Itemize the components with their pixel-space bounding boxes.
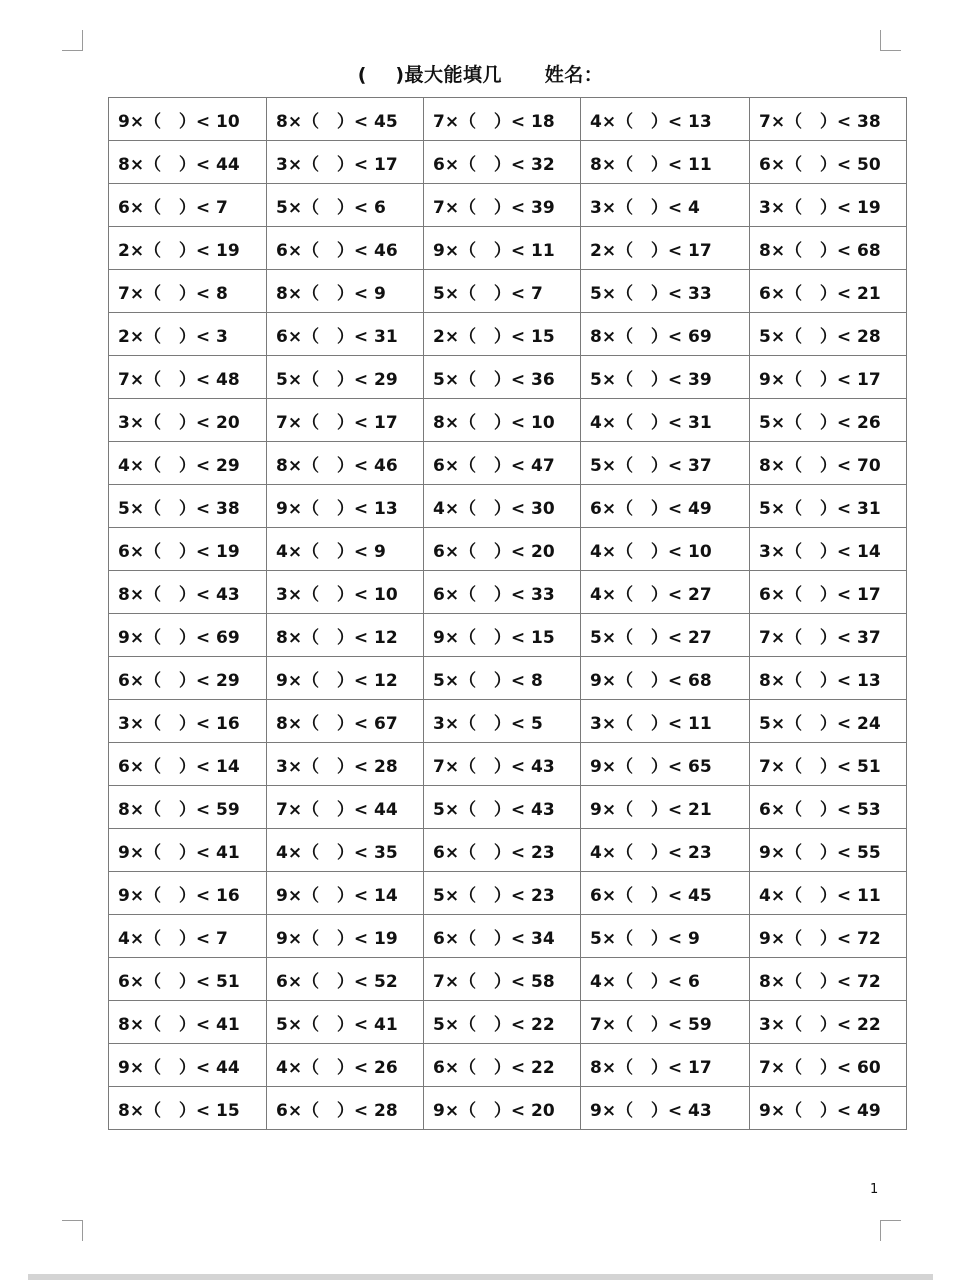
exercise-cell: 4×（ ）< 10	[581, 528, 750, 571]
exercise-cell: 9×（ ）< 19	[267, 915, 424, 958]
exercise-cell: 3×（ ）< 22	[750, 1001, 907, 1044]
exercise-cell: 8×（ ）< 44	[109, 141, 267, 184]
table-row	[109, 442, 907, 485]
corner-mark-bottom-right	[880, 1220, 901, 1241]
exercise-cell: 3×（ ）< 16	[109, 700, 267, 743]
exercise-cell: 5×（ ）< 43	[424, 786, 581, 829]
exercise-cell: 6×（ ）< 51	[109, 958, 267, 1001]
exercise-cell: 3×（ ）< 20	[109, 399, 267, 442]
exercise-cell: 9×（ ）< 41	[109, 829, 267, 872]
exercise-cell: 3×（ ）< 14	[750, 528, 907, 571]
table-row	[109, 614, 907, 657]
exercise-cell: 8×（ ）< 17	[581, 1044, 750, 1087]
exercise-cell: 7×（ ）< 37	[750, 614, 907, 657]
exercise-cell: 6×（ ）< 22	[424, 1044, 581, 1087]
exercise-cell: 7×（ ）< 51	[750, 743, 907, 786]
exercise-cell: 7×（ ）< 60	[750, 1044, 907, 1087]
exercise-cell: 5×（ ）< 22	[424, 1001, 581, 1044]
exercise-cell: 3×（ ）< 28	[267, 743, 424, 786]
table-row	[109, 356, 907, 399]
exercise-cell: 9×（ ）< 15	[424, 614, 581, 657]
exercise-cell: 7×（ ）< 8	[109, 270, 267, 313]
exercise-cell: 6×（ ）< 32	[424, 141, 581, 184]
exercise-cell: 9×（ ）< 65	[581, 743, 750, 786]
table-row	[109, 915, 907, 958]
table-row	[109, 270, 907, 313]
exercise-cell: 5×（ ）< 38	[109, 485, 267, 528]
exercise-cell: 9×（ ）< 72	[750, 915, 907, 958]
exercise-cell: 6×（ ）< 53	[750, 786, 907, 829]
worksheet-title: ( )最大能填几 姓名：	[357, 64, 604, 86]
exercise-cell: 8×（ ）< 45	[267, 98, 424, 141]
exercise-cell: 9×（ ）< 44	[109, 1044, 267, 1087]
exercise-cell: 8×（ ）< 69	[581, 313, 750, 356]
exercise-cell: 3×（ ）< 5	[424, 700, 581, 743]
exercise-cell: 4×（ ）< 7	[109, 915, 267, 958]
exercise-cell: 9×（ ）< 13	[267, 485, 424, 528]
exercise-cell: 9×（ ）< 16	[109, 872, 267, 915]
exercise-cell: 8×（ ）< 11	[581, 141, 750, 184]
exercise-cell: 8×（ ）< 59	[109, 786, 267, 829]
corner-mark-top-left	[62, 30, 83, 51]
exercise-cell: 2×（ ）< 3	[109, 313, 267, 356]
exercise-cell: 6×（ ）< 46	[267, 227, 424, 270]
exercise-cell: 6×（ ）< 52	[267, 958, 424, 1001]
exercise-cell: 7×（ ）< 43	[424, 743, 581, 786]
exercise-cell: 8×（ ）< 15	[109, 1087, 267, 1130]
exercise-cell: 4×（ ）< 11	[750, 872, 907, 915]
exercise-cell: 5×（ ）< 33	[581, 270, 750, 313]
exercise-cell: 8×（ ）< 46	[267, 442, 424, 485]
exercise-cell: 8×（ ）< 13	[750, 657, 907, 700]
table-row	[109, 743, 907, 786]
exercise-cell: 9×（ ）< 10	[109, 98, 267, 141]
exercise-cell: 7×（ ）< 48	[109, 356, 267, 399]
table-row	[109, 829, 907, 872]
exercise-cell: 4×（ ）< 30	[424, 485, 581, 528]
exercise-cell: 6×（ ）< 17	[750, 571, 907, 614]
exercise-cell: 6×（ ）< 19	[109, 528, 267, 571]
exercise-cell: 5×（ ）< 27	[581, 614, 750, 657]
exercise-cell: 6×（ ）< 21	[750, 270, 907, 313]
page-number: 1	[870, 1182, 879, 1197]
table-row	[109, 313, 907, 356]
exercise-cell: 4×（ ）< 9	[267, 528, 424, 571]
table-row	[109, 700, 907, 743]
exercise-cell: 4×（ ）< 31	[581, 399, 750, 442]
exercise-cell: 9×（ ）< 17	[750, 356, 907, 399]
exercise-cell: 2×（ ）< 19	[109, 227, 267, 270]
table-row	[109, 485, 907, 528]
exercise-cell: 5×（ ）< 41	[267, 1001, 424, 1044]
table-row	[109, 571, 907, 614]
exercise-cell: 6×（ ）< 34	[424, 915, 581, 958]
exercise-cell: 6×（ ）< 31	[267, 313, 424, 356]
exercise-cell: 4×（ ）< 35	[267, 829, 424, 872]
exercise-cell: 6×（ ）< 28	[267, 1087, 424, 1130]
table-row	[109, 141, 907, 184]
exercise-cell: 3×（ ）< 17	[267, 141, 424, 184]
exercise-cell: 6×（ ）< 45	[581, 872, 750, 915]
exercise-cell: 7×（ ）< 17	[267, 399, 424, 442]
exercise-cell: 9×（ ）< 12	[267, 657, 424, 700]
exercise-cell: 7×（ ）< 18	[424, 98, 581, 141]
exercise-cell: 6×（ ）< 50	[750, 141, 907, 184]
exercise-cell: 5×（ ）< 23	[424, 872, 581, 915]
exercise-cell: 3×（ ）< 4	[581, 184, 750, 227]
exercise-cell: 5×（ ）< 28	[750, 313, 907, 356]
exercise-cell: 8×（ ）< 41	[109, 1001, 267, 1044]
table-row	[109, 657, 907, 700]
exercise-cell: 7×（ ）< 38	[750, 98, 907, 141]
exercise-cell: 7×（ ）< 59	[581, 1001, 750, 1044]
exercise-cell: 6×（ ）< 29	[109, 657, 267, 700]
table-row	[109, 872, 907, 915]
exercise-cell: 8×（ ）< 67	[267, 700, 424, 743]
exercise-cell: 2×（ ）< 17	[581, 227, 750, 270]
exercise-cell: 7×（ ）< 44	[267, 786, 424, 829]
exercise-cell: 3×（ ）< 11	[581, 700, 750, 743]
table-row	[109, 786, 907, 829]
exercise-table	[108, 97, 907, 1130]
exercise-cell: 5×（ ）< 39	[581, 356, 750, 399]
exercise-cell: 8×（ ）< 10	[424, 399, 581, 442]
exercise-cell: 9×（ ）< 49	[750, 1087, 907, 1130]
exercise-cell: 6×（ ）< 23	[424, 829, 581, 872]
page-bottom-edge	[28, 1274, 933, 1280]
exercise-cell: 4×（ ）< 26	[267, 1044, 424, 1087]
exercise-cell: 9×（ ）< 21	[581, 786, 750, 829]
exercise-cell: 9×（ ）< 11	[424, 227, 581, 270]
exercise-cell: 5×（ ）< 6	[267, 184, 424, 227]
exercise-cell: 6×（ ）< 47	[424, 442, 581, 485]
table-row	[109, 958, 907, 1001]
table-row	[109, 1044, 907, 1087]
table-row	[109, 227, 907, 270]
exercise-cell: 3×（ ）< 10	[267, 571, 424, 614]
table-row	[109, 399, 907, 442]
exercise-cell: 5×（ ）< 24	[750, 700, 907, 743]
exercise-cell: 6×（ ）< 7	[109, 184, 267, 227]
exercise-cell: 4×（ ）< 23	[581, 829, 750, 872]
exercise-cell: 5×（ ）< 37	[581, 442, 750, 485]
exercise-cell: 6×（ ）< 49	[581, 485, 750, 528]
exercise-cell: 6×（ ）< 14	[109, 743, 267, 786]
exercise-cell: 6×（ ）< 20	[424, 528, 581, 571]
table-row	[109, 528, 907, 571]
exercise-cell: 5×（ ）< 26	[750, 399, 907, 442]
exercise-cell: 8×（ ）< 68	[750, 227, 907, 270]
exercise-cell: 9×（ ）< 20	[424, 1087, 581, 1130]
exercise-cell: 4×（ ）< 6	[581, 958, 750, 1001]
exercise-cell: 5×（ ）< 29	[267, 356, 424, 399]
exercise-cell: 5×（ ）< 36	[424, 356, 581, 399]
exercise-cell: 8×（ ）< 43	[109, 571, 267, 614]
exercise-cell: 3×（ ）< 19	[750, 184, 907, 227]
exercise-cell: 4×（ ）< 27	[581, 571, 750, 614]
exercise-cell: 5×（ ）< 8	[424, 657, 581, 700]
table-row	[109, 1001, 907, 1044]
exercise-cell: 5×（ ）< 31	[750, 485, 907, 528]
exercise-cell: 8×（ ）< 12	[267, 614, 424, 657]
exercise-cell: 9×（ ）< 69	[109, 614, 267, 657]
corner-mark-top-right	[880, 30, 901, 51]
exercise-cell: 9×（ ）< 55	[750, 829, 907, 872]
exercise-cell: 4×（ ）< 29	[109, 442, 267, 485]
exercise-cell: 9×（ ）< 68	[581, 657, 750, 700]
exercise-cell: 5×（ ）< 7	[424, 270, 581, 313]
exercise-cell: 5×（ ）< 9	[581, 915, 750, 958]
exercise-cell: 7×（ ）< 39	[424, 184, 581, 227]
exercise-cell: 4×（ ）< 13	[581, 98, 750, 141]
exercise-cell: 9×（ ）< 43	[581, 1087, 750, 1130]
table-row	[109, 98, 907, 141]
exercise-cell: 8×（ ）< 70	[750, 442, 907, 485]
corner-mark-bottom-left	[62, 1220, 83, 1241]
exercise-cell: 7×（ ）< 58	[424, 958, 581, 1001]
table-row	[109, 184, 907, 227]
exercise-cell: 8×（ ）< 72	[750, 958, 907, 1001]
exercise-cell: 6×（ ）< 33	[424, 571, 581, 614]
exercise-cell: 8×（ ）< 9	[267, 270, 424, 313]
exercise-cell: 9×（ ）< 14	[267, 872, 424, 915]
table-row	[109, 1087, 907, 1130]
exercise-cell: 2×（ ）< 15	[424, 313, 581, 356]
